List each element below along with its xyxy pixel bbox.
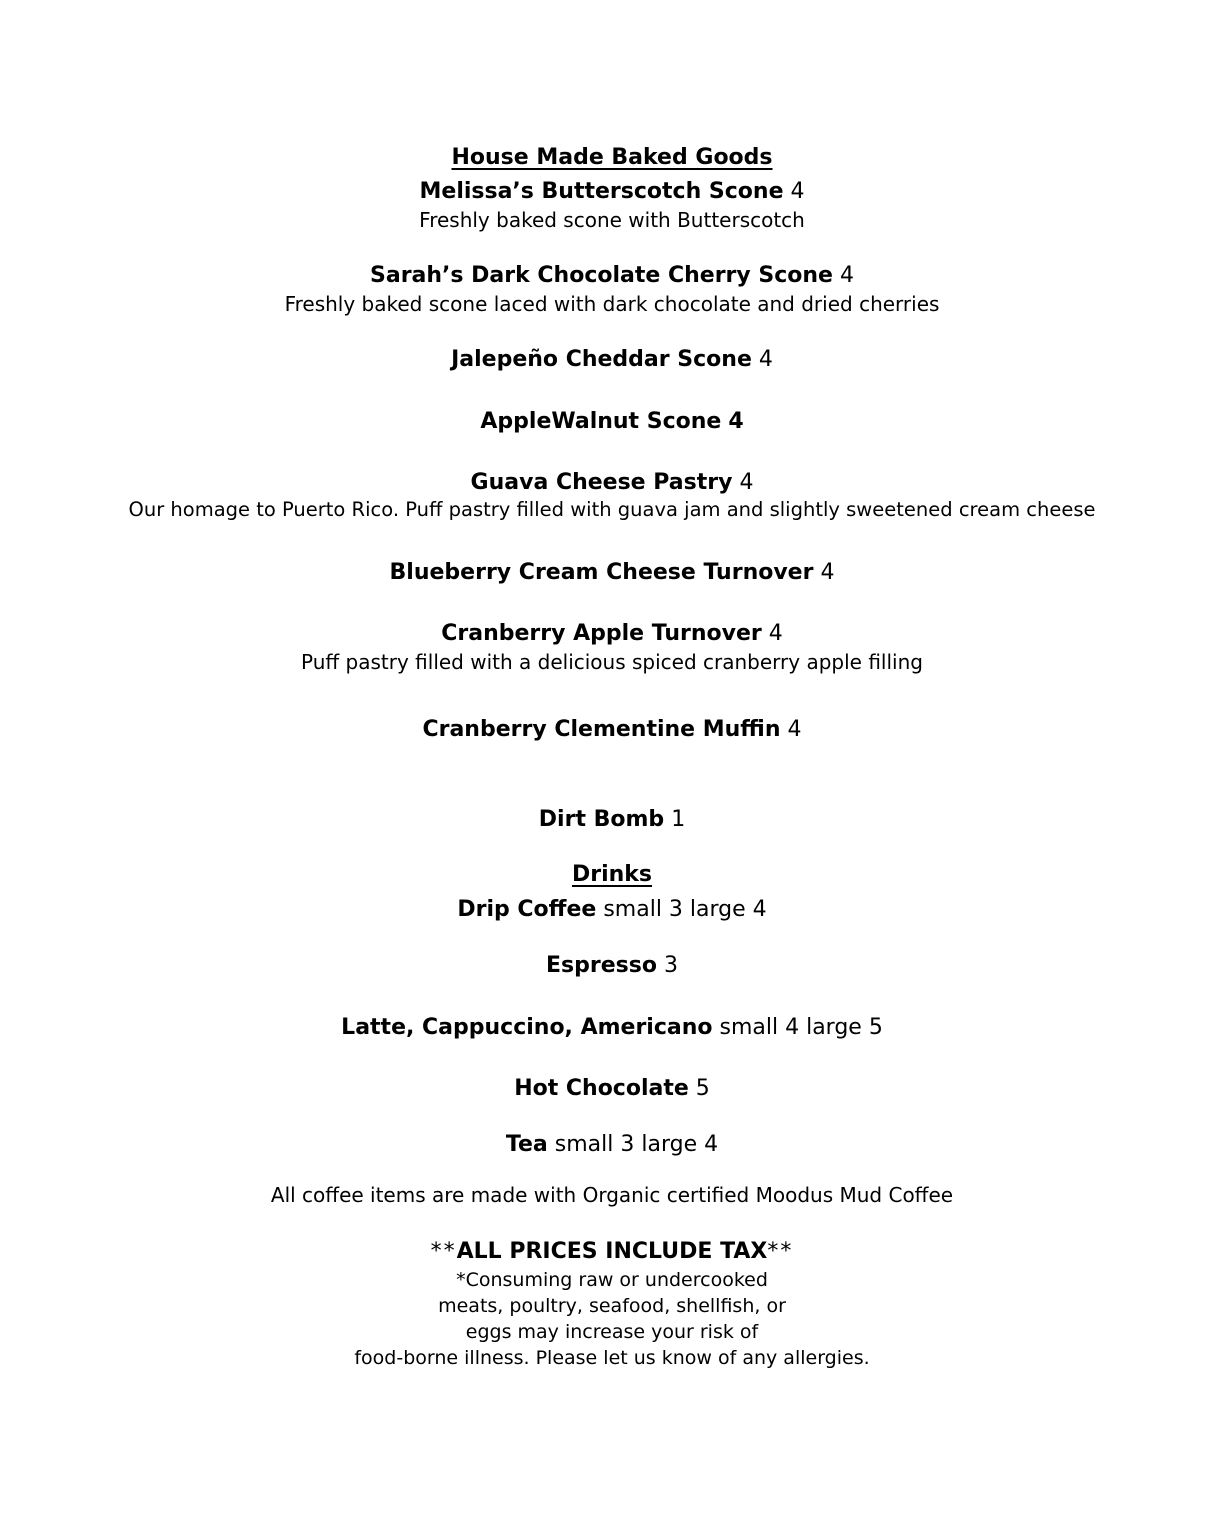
menu-item-name: Dirt Bomb <box>538 807 665 832</box>
disclaimer-line: eggs may increase your risk of <box>465 1321 759 1343</box>
drinks-heading: Drinks <box>571 862 653 887</box>
menu-item-price: 4 <box>758 347 773 372</box>
menu-item-name: Guava Cheese Pastry <box>470 470 733 495</box>
menu-item-dirt-bomb <box>0 809 1224 831</box>
drink-item-hot-chocolate <box>0 1078 1224 1100</box>
tax-notice <box>0 1241 1224 1263</box>
drink-item-price: small 4 large 5 <box>719 1015 883 1040</box>
drink-item-name: Espresso <box>546 953 657 978</box>
menu-item-name: Blueberry Cream Cheese Turnover <box>389 560 814 585</box>
drink-item-price: small 3 large 4 <box>603 897 767 922</box>
menu-item-description: Puff pastry filled with a delicious spiced cranberry apple filling <box>301 650 923 674</box>
drink-item-name: Drip Coffee <box>457 897 597 922</box>
menu-item-blueberry-turnover <box>0 562 1224 584</box>
drink-item-espresso <box>0 955 1224 977</box>
drink-item-name: Tea <box>505 1132 548 1157</box>
baked-goods-heading: House Made Baked Goods <box>451 145 773 170</box>
menu-item-price: 4 <box>768 621 783 646</box>
menu-item-name: Cranberry Clementine Muffin <box>422 717 781 742</box>
tax-stars-left: ** <box>430 1239 457 1264</box>
tax-stars-right: ** <box>767 1239 794 1264</box>
drink-item-price: 3 <box>663 953 678 978</box>
drink-item-tea <box>0 1134 1224 1156</box>
menu-item-butterscotch-scone <box>0 181 1224 203</box>
menu-item-price: 4 <box>839 263 854 288</box>
tax-notice-text: ALL PRICES INCLUDE TAX <box>456 1239 768 1264</box>
menu-item-cranberry-apple-turnover <box>0 623 1224 645</box>
menu-item-price: 1 <box>671 807 686 832</box>
menu-item-name: Cranberry Apple Turnover <box>441 621 762 646</box>
drink-item-drip-coffee <box>0 899 1224 921</box>
menu-item-description: Our homage to Puerto Rico. Puff pastry filled with guava jam and slightly sweetened cream cheese <box>128 498 1096 521</box>
coffee-note: All coffee items are made with Organic certified Moodus Mud Coffee <box>270 1183 954 1207</box>
menu-item-price: 4 <box>790 179 805 204</box>
menu-item-price: 4 <box>787 717 802 742</box>
menu-item-applewalnut-scone <box>0 411 1224 433</box>
menu-item-name: Jalepeño Cheddar Scone <box>451 347 752 372</box>
menu-item-cherry-scone <box>0 265 1224 287</box>
menu-item-name: AppleWalnut Scone <box>480 409 722 434</box>
menu-item-price: 4 <box>728 409 744 434</box>
drink-item-name: Latte, Cappuccino, Americano <box>341 1015 713 1040</box>
drink-item-name: Hot Chocolate <box>514 1076 689 1101</box>
menu-item-guava-pastry <box>0 472 1224 494</box>
drink-item-price: small 3 large 4 <box>554 1132 719 1157</box>
menu-item-description: Freshly baked scone with Butterscotch <box>419 208 805 232</box>
menu-item-clementine-muffin <box>0 719 1224 741</box>
drink-item-latte <box>0 1017 1224 1039</box>
disclaimer-line: *Consuming raw or undercooked <box>456 1269 768 1291</box>
disclaimer-line: meats, poultry, seafood, shellfish, or <box>438 1295 786 1317</box>
menu-item-price: 4 <box>820 560 835 585</box>
disclaimer-line: food-borne illness. Please let us know of any allergies. <box>354 1347 870 1369</box>
drink-item-price: 5 <box>695 1076 710 1101</box>
menu-item-name: Melissa’s Butterscotch Scone <box>419 179 784 204</box>
menu-item-description: Freshly baked scone laced with dark chocolate and dried cherries <box>284 292 940 316</box>
menu-item-price: 4 <box>739 470 754 495</box>
menu-item-name: Sarah’s Dark Chocolate Cherry Scone <box>370 263 833 288</box>
menu-item-cheddar-scone <box>0 349 1224 371</box>
